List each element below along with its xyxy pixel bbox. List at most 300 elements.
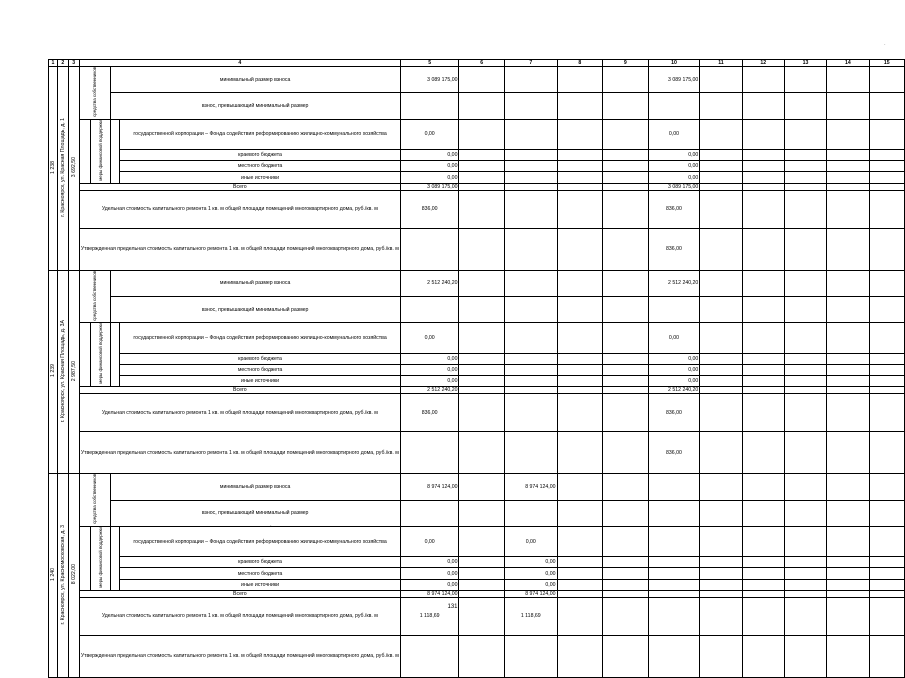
value-cell-col-7: [505, 394, 557, 432]
value-cell-col-5: 0,00: [400, 150, 459, 161]
value-cell-col-7: [505, 364, 557, 375]
vertical-label: 1 238: [50, 160, 56, 174]
value-cell-col-6: [459, 527, 505, 557]
table-row-other: [49, 579, 905, 590]
value-cell-col-9: [603, 597, 649, 635]
value-cell-col-9: [603, 270, 649, 296]
value-cell-col-12: [742, 474, 784, 500]
value-cell-col-5: 0,00: [400, 161, 459, 172]
area-cell: [68, 270, 79, 474]
value-cell-col-11: [700, 579, 742, 590]
value-cell-col-5: [400, 297, 459, 323]
value-cell-col-8: [557, 297, 603, 323]
value-cell-col-7: 8 974 124,00: [505, 590, 557, 597]
value-cell-col-13: [784, 597, 826, 635]
value-cell-col-12: [742, 228, 784, 270]
value-cell-col-14: [827, 67, 869, 93]
row-label: Утвержденная предельная стоимость капитального ремонта 1 кв. м общей площади помещений многоквартирного дома, руб./кв. м: [79, 228, 400, 270]
value-cell-col-15: [869, 635, 904, 677]
value-cell-col-11: [700, 172, 742, 183]
address-cell: [58, 67, 69, 271]
value-cell-col-15: [869, 568, 904, 579]
value-cell-col-12: [742, 590, 784, 597]
value-cell-col-9: [603, 590, 649, 597]
value-cell-col-8: [557, 568, 603, 579]
value-cell-col-5: 2 512 240,20: [400, 270, 459, 296]
value-cell-col-6: [459, 270, 505, 296]
value-cell-col-13: [784, 297, 826, 323]
header-cell: 12: [742, 60, 784, 67]
header-cell: 7: [505, 60, 557, 67]
value-cell-col-14: [827, 297, 869, 323]
header-cell: 6: [459, 60, 505, 67]
value-cell-col-6: [459, 432, 505, 474]
value-cell-col-7: [505, 161, 557, 172]
value-cell-col-15: [869, 190, 904, 228]
value-cell-col-9: [603, 387, 649, 394]
header-cell: 1: [49, 60, 58, 67]
value-cell-col-9: [603, 183, 649, 190]
value-cell-col-5: 3 089 175,00: [400, 67, 459, 93]
value-cell-col-14: [827, 394, 869, 432]
value-cell-col-14: [827, 172, 869, 183]
value-cell-col-11: [700, 387, 742, 394]
value-cell-col-15: [869, 228, 904, 270]
value-cell-col-13: [784, 228, 826, 270]
table-row-local: [49, 161, 905, 172]
value-cell-col-11: [700, 190, 742, 228]
blank-side-cell: [79, 119, 90, 183]
value-cell-col-5: 0,00: [400, 172, 459, 183]
value-cell-col-6: [459, 474, 505, 500]
value-cell-col-11: [700, 568, 742, 579]
value-cell-col-15: [869, 579, 904, 590]
row-label: взнос, превышающий минимальный размер: [110, 297, 400, 323]
value-cell-col-9: [603, 376, 649, 387]
value-cell-col-7: [505, 500, 557, 526]
value-cell-col-7: 8 974 124,00: [505, 474, 557, 500]
value-cell-col-9: [603, 119, 649, 149]
object-number-cell: [49, 270, 58, 474]
value-cell-col-6: [459, 93, 505, 119]
value-cell-col-6: [459, 228, 505, 270]
value-cell-col-14: [827, 323, 869, 353]
value-cell-col-14: [827, 161, 869, 172]
value-cell-col-6: [459, 597, 505, 635]
value-cell-col-8: [557, 394, 603, 432]
value-cell-col-14: [827, 93, 869, 119]
value-cell-col-6: [459, 161, 505, 172]
value-cell-col-10: 0,00: [648, 376, 700, 387]
value-cell-col-14: [827, 376, 869, 387]
object-number-cell: [49, 67, 58, 271]
value-cell-col-11: [700, 364, 742, 375]
value-cell-col-14: [827, 527, 869, 557]
owners-funds-group: [79, 474, 110, 527]
value-cell-col-9: [603, 150, 649, 161]
value-cell-col-11: [700, 557, 742, 568]
table-row-excess: [49, 93, 905, 119]
value-cell-col-6: [459, 297, 505, 323]
row-label: минимальный размер взноса: [110, 67, 400, 93]
table-row-total: [49, 387, 905, 394]
support-measures-group: [90, 527, 110, 591]
value-cell-col-8: [557, 353, 603, 364]
value-cell-col-15: [869, 474, 904, 500]
value-cell-col-14: [827, 150, 869, 161]
vertical-label: средства собственников: [92, 474, 98, 525]
value-cell-col-8: [557, 67, 603, 93]
value-cell-col-7: [505, 376, 557, 387]
value-cell-col-13: [784, 161, 826, 172]
header-cell: 13: [784, 60, 826, 67]
value-cell-col-6: [459, 590, 505, 597]
capital-repair-table: [48, 59, 905, 678]
owners-funds-group: [79, 270, 110, 323]
value-cell-col-7: 1 118,69: [505, 597, 557, 635]
value-cell-col-10: [648, 474, 700, 500]
value-cell-col-9: [603, 67, 649, 93]
value-cell-col-7: 0,00: [505, 568, 557, 579]
value-cell-col-11: [700, 297, 742, 323]
value-cell-col-10: 836,00: [648, 228, 700, 270]
value-cell-col-11: [700, 500, 742, 526]
value-cell-col-6: [459, 67, 505, 93]
value-cell-col-11: [700, 150, 742, 161]
value-cell-col-10: 0,00: [648, 172, 700, 183]
header-cell: 5: [400, 60, 459, 67]
value-cell-col-5: 0,00: [400, 353, 459, 364]
value-cell-col-14: [827, 353, 869, 364]
value-cell-col-12: [742, 597, 784, 635]
value-cell-col-8: [557, 228, 603, 270]
value-cell-col-13: [784, 172, 826, 183]
row-label: государственной корпорации – Фонда содействия реформированию жилищно-коммунального хозяйства: [120, 323, 400, 353]
vertical-label: г. Красноярск, ул. Красная Площадь, д. 1: [59, 117, 66, 217]
address-cell: [58, 270, 69, 474]
value-cell-col-15: [869, 297, 904, 323]
value-cell-col-8: [557, 364, 603, 375]
row-label: местного бюджета: [120, 364, 400, 375]
value-cell-col-7: [505, 228, 557, 270]
value-cell-col-5: [400, 500, 459, 526]
table-row-limit: [49, 432, 905, 474]
row-label: краевого бюджета: [120, 353, 400, 364]
value-cell-col-6: [459, 190, 505, 228]
row-label: иные источники: [120, 172, 400, 183]
value-cell-col-6: [459, 635, 505, 677]
row-label: местного бюджета: [120, 161, 400, 172]
value-cell-col-9: [603, 297, 649, 323]
value-cell-col-13: [784, 387, 826, 394]
value-cell-col-9: [603, 500, 649, 526]
value-cell-col-7: [505, 635, 557, 677]
area-cell: [68, 67, 79, 271]
value-cell-col-5: 2 512 240,20: [400, 387, 459, 394]
value-cell-col-14: [827, 597, 869, 635]
value-cell-col-13: [784, 394, 826, 432]
value-cell-col-12: [742, 527, 784, 557]
value-cell-col-15: [869, 597, 904, 635]
value-cell-col-12: [742, 557, 784, 568]
value-cell-col-12: [742, 635, 784, 677]
vertical-label: меры финансовой поддержки: [97, 119, 103, 181]
value-cell-col-15: [869, 364, 904, 375]
header-cell: 9: [603, 60, 649, 67]
object-number-cell: [49, 474, 58, 678]
value-cell-col-7: [505, 67, 557, 93]
table-row-total: [49, 183, 905, 190]
value-cell-col-15: [869, 527, 904, 557]
value-cell-col-6: [459, 387, 505, 394]
vertical-label: 1 239: [50, 364, 56, 378]
value-cell-col-12: [742, 387, 784, 394]
row-label: минимальный размер взноса: [110, 270, 400, 296]
value-cell-col-9: [603, 635, 649, 677]
value-cell-col-13: [784, 270, 826, 296]
value-cell-col-11: [700, 67, 742, 93]
value-cell-col-8: [557, 161, 603, 172]
value-cell-col-7: [505, 432, 557, 474]
header-cell: 3: [68, 60, 79, 67]
value-cell-col-5: 836,00: [400, 190, 459, 228]
value-cell-col-12: [742, 394, 784, 432]
value-cell-col-13: [784, 635, 826, 677]
value-cell-col-5: 0,00: [400, 557, 459, 568]
value-cell-col-10: 2 512 240,20: [648, 270, 700, 296]
value-cell-col-12: [742, 297, 784, 323]
value-cell-col-9: [603, 190, 649, 228]
value-cell-col-12: [742, 190, 784, 228]
value-cell-col-12: [742, 353, 784, 364]
row-label: Удельная стоимость капитального ремонта 1 кв. м общей площади помещений многоквартирного дома, руб./кв. м: [79, 394, 400, 432]
value-cell-col-11: [700, 394, 742, 432]
row-label: государственной корпорации – Фонда содействия реформированию жилищно-коммунального хозяйства: [120, 527, 400, 557]
value-cell-col-8: [557, 190, 603, 228]
table-row-specific: [49, 190, 905, 228]
value-cell-col-15: [869, 323, 904, 353]
value-cell-col-11: [700, 119, 742, 149]
value-cell-col-7: [505, 270, 557, 296]
value-cell-col-15: [869, 557, 904, 568]
value-cell-col-8: [557, 590, 603, 597]
value-cell-col-5: 0,00: [400, 364, 459, 375]
row-label: Удельная стоимость капитального ремонта 1 кв. м общей площади помещений многоквартирного дома, руб./кв. м: [79, 190, 400, 228]
value-cell-col-13: [784, 190, 826, 228]
value-cell-col-6: [459, 323, 505, 353]
stray-mark: ·: [884, 42, 886, 48]
value-cell-col-10: 0,00: [648, 323, 700, 353]
value-cell-col-5: [400, 93, 459, 119]
value-cell-col-6: [459, 394, 505, 432]
value-cell-col-8: [557, 500, 603, 526]
value-cell-col-8: [557, 527, 603, 557]
table-row-total: [49, 590, 905, 597]
value-cell-col-11: [700, 323, 742, 353]
vertical-label: 3 692,50: [70, 157, 77, 178]
value-cell-col-7: [505, 119, 557, 149]
total-label: Всего: [79, 590, 400, 597]
header-cell: 8: [557, 60, 603, 67]
table-row-local: [49, 568, 905, 579]
value-cell-col-15: [869, 150, 904, 161]
value-cell-col-7: [505, 297, 557, 323]
value-cell-col-5: 0,00: [400, 323, 459, 353]
value-cell-col-8: [557, 376, 603, 387]
row-label: Удельная стоимость капитального ремонта 1 кв. м общей площади помещений многоквартирного дома, руб./кв. м: [79, 597, 400, 635]
value-cell-col-6: [459, 183, 505, 190]
value-cell-col-7: 0,00: [505, 579, 557, 590]
value-cell-col-11: [700, 527, 742, 557]
value-cell-col-11: [700, 93, 742, 119]
value-cell-col-11: [700, 270, 742, 296]
value-cell-col-15: [869, 353, 904, 364]
value-cell-col-15: [869, 387, 904, 394]
value-cell-col-7: [505, 353, 557, 364]
value-cell-col-9: [603, 161, 649, 172]
value-cell-col-9: [603, 568, 649, 579]
value-cell-col-10: [648, 527, 700, 557]
value-cell-col-11: [700, 376, 742, 387]
value-cell-col-5: 0,00: [400, 119, 459, 149]
value-cell-col-9: [603, 394, 649, 432]
value-cell-col-15: [869, 93, 904, 119]
value-cell-col-13: [784, 67, 826, 93]
value-cell-col-8: [557, 93, 603, 119]
row-label: местного бюджета: [120, 568, 400, 579]
value-cell-col-11: [700, 432, 742, 474]
stray-mark: ·: [270, 523, 272, 529]
vertical-label: г. Красноярск, ул. Красная Площадь, д. 3А: [59, 319, 66, 422]
value-cell-col-15: [869, 270, 904, 296]
value-cell-col-13: [784, 119, 826, 149]
value-cell-col-10: 836,00: [648, 190, 700, 228]
value-cell-col-8: [557, 270, 603, 296]
table-row-excess: [49, 500, 905, 526]
value-cell-col-9: [603, 353, 649, 364]
row-label: Утвержденная предельная стоимость капитального ремонта 1 кв. м общей площади помещений многоквартирного дома, руб./кв. м: [79, 432, 400, 474]
value-cell-col-15: [869, 590, 904, 597]
value-cell-col-9: [603, 228, 649, 270]
value-cell-col-15: [869, 500, 904, 526]
value-cell-col-10: 0,00: [648, 119, 700, 149]
page-number: 131: [447, 604, 458, 610]
value-cell-col-8: [557, 474, 603, 500]
value-cell-col-14: [827, 364, 869, 375]
value-cell-col-14: [827, 190, 869, 228]
vertical-label: 1 240: [50, 567, 56, 581]
value-cell-col-7: [505, 150, 557, 161]
value-cell-col-10: 0,00: [648, 364, 700, 375]
value-cell-col-10: [648, 568, 700, 579]
value-cell-col-14: [827, 119, 869, 149]
value-cell-col-13: [784, 353, 826, 364]
value-cell-col-7: 0,00: [505, 527, 557, 557]
value-cell-col-10: [648, 500, 700, 526]
value-cell-col-5: 0,00: [400, 579, 459, 590]
value-cell-col-7: 0,00: [505, 557, 557, 568]
value-cell-col-6: [459, 557, 505, 568]
value-cell-col-9: [603, 323, 649, 353]
value-cell-col-13: [784, 527, 826, 557]
value-cell-col-15: [869, 172, 904, 183]
value-cell-col-6: [459, 119, 505, 149]
value-cell-col-8: [557, 557, 603, 568]
value-cell-col-5: [400, 635, 459, 677]
value-cell-col-6: [459, 579, 505, 590]
value-cell-col-12: [742, 323, 784, 353]
row-label: взнос, превышающий минимальный размер: [110, 500, 400, 526]
header-cell: 14: [827, 60, 869, 67]
value-cell-col-8: [557, 172, 603, 183]
value-cell-col-10: 836,00: [648, 394, 700, 432]
value-cell-col-8: [557, 387, 603, 394]
value-cell-col-10: [648, 297, 700, 323]
value-cell-col-11: [700, 474, 742, 500]
support-measures-group: [90, 119, 110, 183]
value-cell-col-15: [869, 119, 904, 149]
value-cell-col-12: [742, 568, 784, 579]
value-cell-col-13: [784, 474, 826, 500]
value-cell-col-15: [869, 394, 904, 432]
area-cell: [68, 474, 79, 678]
header-cell: 15: [869, 60, 904, 67]
value-cell-col-14: [827, 387, 869, 394]
table-row-regional: [49, 557, 905, 568]
vertical-label: средства собственников: [92, 270, 98, 321]
value-cell-col-5: 0,00: [400, 568, 459, 579]
value-cell-col-12: [742, 364, 784, 375]
value-cell-col-10: [648, 93, 700, 119]
value-cell-col-10: [648, 590, 700, 597]
value-cell-col-5: 1 118,69: [400, 597, 459, 635]
row-label: Утвержденная предельная стоимость капитального ремонта 1 кв. м общей площади помещений многоквартирного дома, руб./кв. м: [79, 635, 400, 677]
value-cell-col-10: 0,00: [648, 161, 700, 172]
value-cell-col-10: 836,00: [648, 432, 700, 474]
capital-repair-table-sheet: [48, 59, 905, 678]
value-cell-col-14: [827, 590, 869, 597]
value-cell-col-8: [557, 635, 603, 677]
value-cell-col-8: [557, 323, 603, 353]
row-label: иные источники: [120, 376, 400, 387]
value-cell-col-9: [603, 432, 649, 474]
vertical-label: средства собственников: [92, 67, 98, 117]
row-label: иные источники: [120, 579, 400, 590]
row-label: взнос, превышающий минимальный размер: [110, 93, 400, 119]
table-row-min: [49, 474, 905, 500]
value-cell-col-11: [700, 353, 742, 364]
value-cell-col-5: 836,00: [400, 394, 459, 432]
value-cell-col-11: [700, 183, 742, 190]
value-cell-col-14: [827, 500, 869, 526]
value-cell-col-15: [869, 376, 904, 387]
blank-side-cell: [79, 527, 90, 591]
vertical-label: 2 987,50: [70, 360, 77, 381]
value-cell-col-7: [505, 323, 557, 353]
value-cell-col-8: [557, 579, 603, 590]
value-cell-col-12: [742, 432, 784, 474]
vertical-label: меры финансовой поддержки: [97, 527, 103, 588]
value-cell-col-5: [400, 228, 459, 270]
value-cell-col-6: [459, 500, 505, 526]
value-cell-col-12: [742, 172, 784, 183]
row-label: государственной корпорации – Фонда содействия реформированию жилищно-коммунального хозяйства: [120, 119, 400, 149]
value-cell-col-13: [784, 579, 826, 590]
value-cell-col-15: [869, 432, 904, 474]
value-cell-col-5: 0,00: [400, 376, 459, 387]
table-row-state_corp: [49, 527, 905, 557]
value-cell-col-9: [603, 172, 649, 183]
